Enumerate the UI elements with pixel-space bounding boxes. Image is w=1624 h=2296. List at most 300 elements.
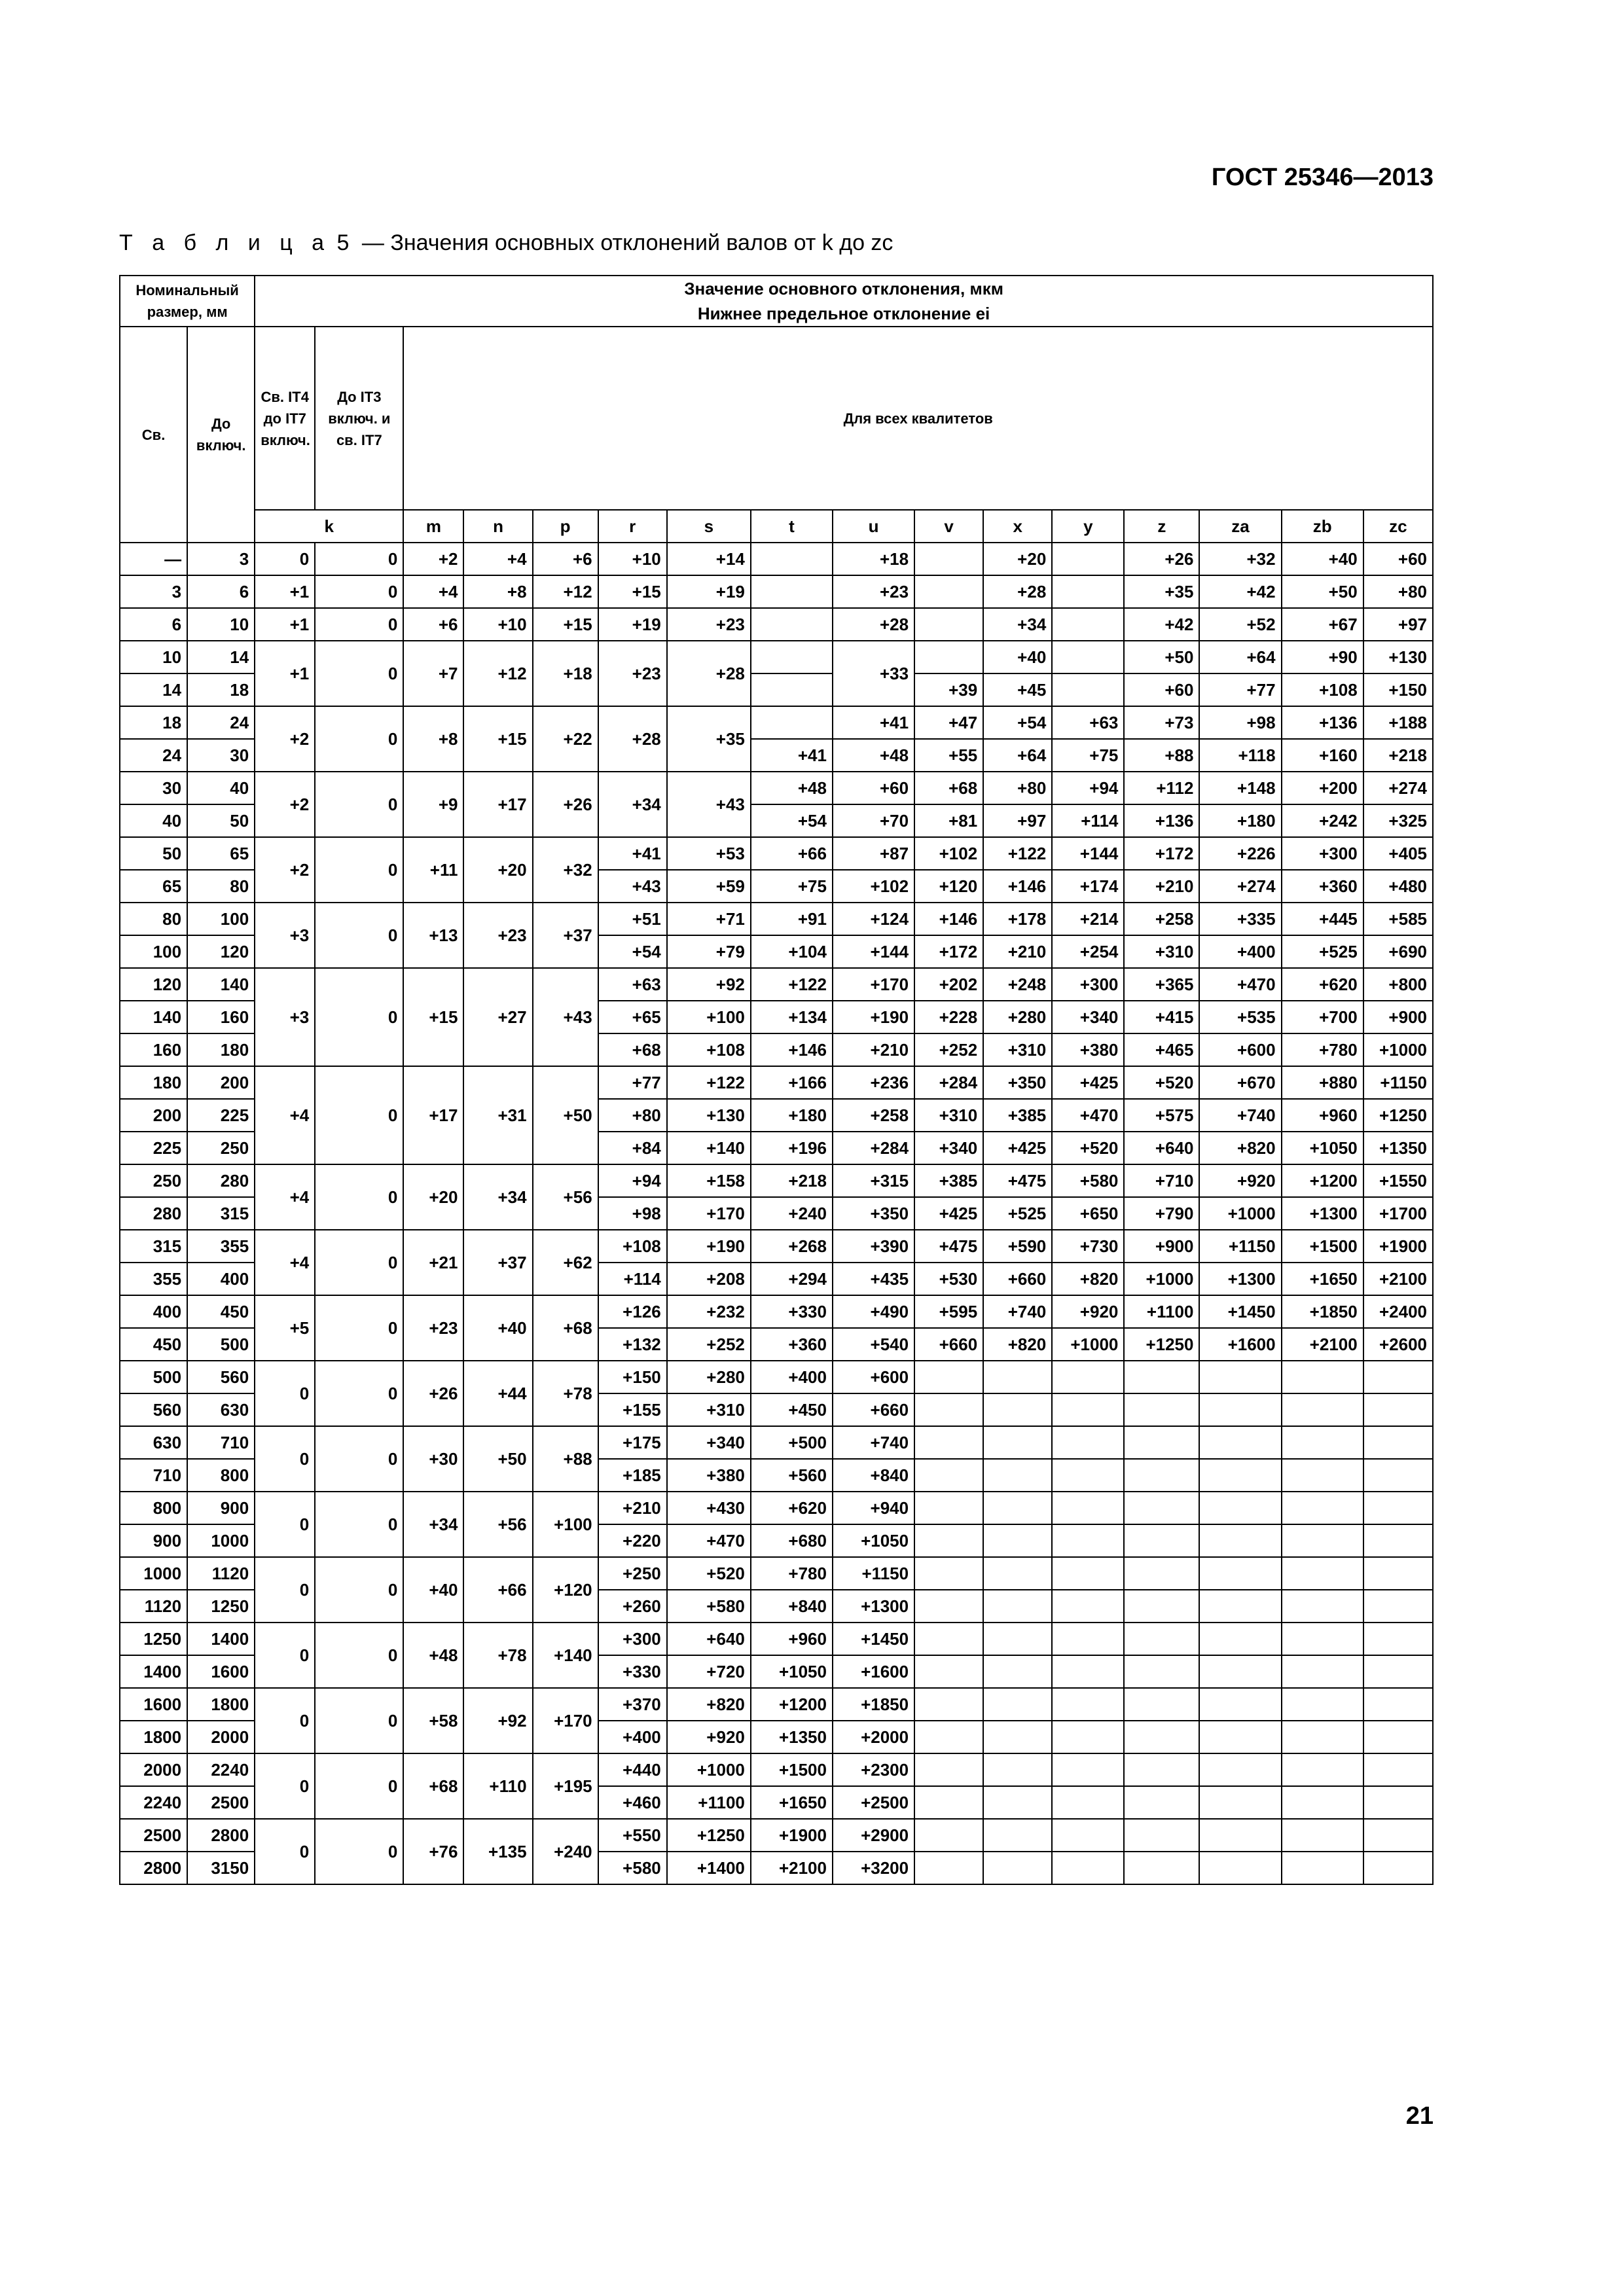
cell-zc: +2600 <box>1363 1328 1433 1361</box>
cell-v: +595 <box>914 1295 983 1328</box>
cell-x: +350 <box>983 1066 1052 1099</box>
cell-za: +535 <box>1199 1001 1281 1033</box>
cell-k1: 0 <box>255 1753 315 1819</box>
cell-s: +158 <box>667 1164 751 1197</box>
cell-x <box>983 1492 1052 1524</box>
cell-x: +97 <box>983 804 1052 837</box>
page-number: 21 <box>1405 2102 1434 2130</box>
cell-from: 160 <box>120 1033 187 1066</box>
cell-y <box>1052 1492 1124 1524</box>
cell-p: +26 <box>533 772 598 837</box>
cell-x <box>983 1623 1052 1655</box>
cell-zb <box>1282 1524 1363 1557</box>
cell-r: +98 <box>598 1197 667 1230</box>
cell-n: +40 <box>463 1295 532 1361</box>
cell-t: +680 <box>751 1524 833 1557</box>
cell-t: +1900 <box>751 1819 833 1852</box>
cell-t: +620 <box>751 1492 833 1524</box>
cell-m: +9 <box>403 772 463 837</box>
cell-to: 225 <box>187 1099 255 1132</box>
cell-za: +64 <box>1199 641 1281 673</box>
cell-u: +2000 <box>833 1721 914 1753</box>
cell-to: 50 <box>187 804 255 837</box>
cell-m: +15 <box>403 968 463 1066</box>
cell-v: +120 <box>914 870 983 903</box>
cell-v <box>914 1524 983 1557</box>
cell-m: +76 <box>403 1819 463 1884</box>
cell-to: 900 <box>187 1492 255 1524</box>
cell-s: +170 <box>667 1197 751 1230</box>
cell-s: +280 <box>667 1361 751 1393</box>
cell-z <box>1124 1623 1199 1655</box>
cell-k1: +3 <box>255 903 315 968</box>
cell-z: +575 <box>1124 1099 1199 1132</box>
cell-u: +87 <box>833 837 914 870</box>
cell-u: +48 <box>833 739 914 772</box>
cell-to: 355 <box>187 1230 255 1263</box>
cell-t: +360 <box>751 1328 833 1361</box>
table-row <box>120 837 1433 870</box>
cell-z <box>1124 1819 1199 1852</box>
cell-m: +6 <box>403 608 463 641</box>
cell-y <box>1052 608 1124 641</box>
cell-from: 1120 <box>120 1590 187 1623</box>
cell-u: +41 <box>833 706 914 739</box>
cell-v <box>914 1361 983 1393</box>
cell-zb: +1300 <box>1282 1197 1363 1230</box>
cell-v: +146 <box>914 903 983 935</box>
cell-u: +660 <box>833 1393 914 1426</box>
cell-from: 1000 <box>120 1557 187 1590</box>
cell-zb <box>1282 1590 1363 1623</box>
cell-zb: +445 <box>1282 903 1363 935</box>
cell-za: +52 <box>1199 608 1281 641</box>
cell-u: +315 <box>833 1164 914 1197</box>
cell-z: +172 <box>1124 837 1199 870</box>
cell-to: 630 <box>187 1393 255 1426</box>
cell-zc <box>1363 1361 1433 1393</box>
cell-to: 100 <box>187 903 255 935</box>
cell-z <box>1124 1655 1199 1688</box>
cell-s: +71 <box>667 903 751 935</box>
cell-m: +48 <box>403 1623 463 1688</box>
letter-header-s: s <box>667 510 751 543</box>
cell-u: +1450 <box>833 1623 914 1655</box>
cell-k1: +2 <box>255 706 315 772</box>
cell-to: 14 <box>187 641 255 673</box>
cell-s: +100 <box>667 1001 751 1033</box>
cell-zc: +1700 <box>1363 1197 1433 1230</box>
cell-v <box>914 1852 983 1884</box>
cell-v: +81 <box>914 804 983 837</box>
cell-z: +310 <box>1124 935 1199 968</box>
cell-r: +41 <box>598 837 667 870</box>
cell-n: +17 <box>463 772 532 837</box>
cell-p: +6 <box>533 543 598 575</box>
cell-zb: +620 <box>1282 968 1363 1001</box>
cell-zc: +150 <box>1363 673 1433 706</box>
cell-za: +1000 <box>1199 1197 1281 1230</box>
cell-u: +940 <box>833 1492 914 1524</box>
cell-p: +240 <box>533 1819 598 1884</box>
cell-to: 3150 <box>187 1852 255 1884</box>
cell-from: 355 <box>120 1263 187 1295</box>
cell-to: 140 <box>187 968 255 1001</box>
cell-zc <box>1363 1819 1433 1852</box>
letter-header-zb: zb <box>1282 510 1363 543</box>
table-caption <box>119 230 893 256</box>
letter-header-x: x <box>983 510 1052 543</box>
cell-z <box>1124 1492 1199 1524</box>
cell-from: 1800 <box>120 1721 187 1753</box>
cell-t: +146 <box>751 1033 833 1066</box>
cell-zb <box>1282 1688 1363 1721</box>
cell-zc: +690 <box>1363 935 1433 968</box>
cell-y <box>1052 1590 1124 1623</box>
cell-v: +102 <box>914 837 983 870</box>
cell-r: +23 <box>598 641 667 706</box>
cell-n: +110 <box>463 1753 532 1819</box>
cell-y <box>1052 1753 1124 1786</box>
cell-n: +15 <box>463 706 532 772</box>
cell-u: +102 <box>833 870 914 903</box>
cell-k1: +5 <box>255 1295 315 1361</box>
cell-r: +77 <box>598 1066 667 1099</box>
cell-r: +370 <box>598 1688 667 1721</box>
cell-z: +640 <box>1124 1132 1199 1164</box>
cell-s: +1000 <box>667 1753 751 1786</box>
cell-t: +196 <box>751 1132 833 1164</box>
cell-y: +340 <box>1052 1001 1124 1033</box>
cell-t: +104 <box>751 935 833 968</box>
cell-t <box>751 608 833 641</box>
cell-z: +1000 <box>1124 1263 1199 1295</box>
cell-zc <box>1363 1557 1433 1590</box>
cell-za <box>1199 1590 1281 1623</box>
caption-prefix: Т а б л и ц а <box>119 230 331 255</box>
cell-zb: +1200 <box>1282 1164 1363 1197</box>
cell-to: 1400 <box>187 1623 255 1655</box>
cell-p: +195 <box>533 1753 598 1819</box>
cell-u: +390 <box>833 1230 914 1263</box>
cell-v: +530 <box>914 1263 983 1295</box>
cell-z <box>1124 1786 1199 1819</box>
cell-k1: +2 <box>255 837 315 903</box>
cell-s: +23 <box>667 608 751 641</box>
cell-t: +134 <box>751 1001 833 1033</box>
cell-from: 2000 <box>120 1753 187 1786</box>
cell-to: 800 <box>187 1459 255 1492</box>
cell-zc <box>1363 1655 1433 1688</box>
cell-from: 100 <box>120 935 187 968</box>
cell-x <box>983 1557 1052 1590</box>
letter-header-z: z <box>1124 510 1199 543</box>
cell-zb: +90 <box>1282 641 1363 673</box>
cell-u: +144 <box>833 935 914 968</box>
cell-za <box>1199 1688 1281 1721</box>
cell-s: +130 <box>667 1099 751 1132</box>
cell-r: +63 <box>598 968 667 1001</box>
cell-za: +335 <box>1199 903 1281 935</box>
cell-to: 2000 <box>187 1721 255 1753</box>
cell-x: +525 <box>983 1197 1052 1230</box>
cell-zc: +900 <box>1363 1001 1433 1033</box>
cell-x <box>983 1786 1052 1819</box>
cell-from: 6 <box>120 608 187 641</box>
cell-t: +2100 <box>751 1852 833 1884</box>
cell-r: +400 <box>598 1721 667 1753</box>
k-range-2-header: До IT3 включ. и св. IT7 <box>315 327 403 510</box>
cell-r: +132 <box>598 1328 667 1361</box>
cell-u: +600 <box>833 1361 914 1393</box>
letter-header-y: y <box>1052 510 1124 543</box>
cell-from: 2240 <box>120 1786 187 1819</box>
table-row <box>120 1623 1433 1655</box>
cell-p: +37 <box>533 903 598 968</box>
cell-zb: +1850 <box>1282 1295 1363 1328</box>
cell-k1: +4 <box>255 1164 315 1230</box>
cell-zc: +60 <box>1363 543 1433 575</box>
cell-r: +220 <box>598 1524 667 1557</box>
cell-u: +33 <box>833 641 914 706</box>
cell-to: 18 <box>187 673 255 706</box>
table-row <box>120 1753 1433 1786</box>
cell-y <box>1052 1688 1124 1721</box>
cell-x: +475 <box>983 1164 1052 1197</box>
cell-s: +820 <box>667 1688 751 1721</box>
cell-r: +10 <box>598 543 667 575</box>
cell-p: +120 <box>533 1557 598 1623</box>
cell-zc <box>1363 1852 1433 1884</box>
cell-y <box>1052 575 1124 608</box>
cell-t: +122 <box>751 968 833 1001</box>
cell-s: +470 <box>667 1524 751 1557</box>
cell-from: 200 <box>120 1099 187 1132</box>
cell-r: +94 <box>598 1164 667 1197</box>
cell-u: +840 <box>833 1459 914 1492</box>
cell-n: +12 <box>463 641 532 706</box>
cell-x <box>983 1361 1052 1393</box>
cell-m: +17 <box>403 1066 463 1164</box>
cell-n: +27 <box>463 968 532 1066</box>
cell-za: +1300 <box>1199 1263 1281 1295</box>
cell-t <box>751 641 833 673</box>
cell-from: 400 <box>120 1295 187 1328</box>
cell-r: +19 <box>598 608 667 641</box>
cell-za: +1600 <box>1199 1328 1281 1361</box>
cell-s: +520 <box>667 1557 751 1590</box>
cell-from: 2500 <box>120 1819 187 1852</box>
cell-zb: +108 <box>1282 673 1363 706</box>
cell-v <box>914 1688 983 1721</box>
cell-p: +32 <box>533 837 598 903</box>
cell-u: +1600 <box>833 1655 914 1688</box>
cell-k1: +4 <box>255 1230 315 1295</box>
cell-r: +175 <box>598 1426 667 1459</box>
table-row <box>120 608 1433 641</box>
cell-y <box>1052 1786 1124 1819</box>
cell-z: +60 <box>1124 673 1199 706</box>
cell-x: +385 <box>983 1099 1052 1132</box>
cell-za <box>1199 1492 1281 1524</box>
cell-za: +226 <box>1199 837 1281 870</box>
cell-r: +54 <box>598 935 667 968</box>
cell-p: +68 <box>533 1295 598 1361</box>
cell-x <box>983 1393 1052 1426</box>
cell-v: +310 <box>914 1099 983 1132</box>
cell-t: +54 <box>751 804 833 837</box>
cell-zb <box>1282 1623 1363 1655</box>
cell-x <box>983 1753 1052 1786</box>
cell-to: 315 <box>187 1197 255 1230</box>
cell-z <box>1124 1426 1199 1459</box>
cell-r: +126 <box>598 1295 667 1328</box>
cell-v: +55 <box>914 739 983 772</box>
cell-n: +34 <box>463 1164 532 1230</box>
cell-z: +258 <box>1124 903 1199 935</box>
cell-za <box>1199 1524 1281 1557</box>
cell-v: +252 <box>914 1033 983 1066</box>
cell-to: 2800 <box>187 1819 255 1852</box>
cell-z: +73 <box>1124 706 1199 739</box>
cell-n: +23 <box>463 903 532 968</box>
cell-zc <box>1363 1753 1433 1786</box>
table-row <box>120 706 1433 739</box>
cell-zc: +405 <box>1363 837 1433 870</box>
cell-k1: 0 <box>255 1819 315 1884</box>
cell-t: +560 <box>751 1459 833 1492</box>
cell-s: +310 <box>667 1393 751 1426</box>
cell-u: +170 <box>833 968 914 1001</box>
letter-header-p: p <box>533 510 598 543</box>
cell-y: +300 <box>1052 968 1124 1001</box>
table-row <box>120 1066 1433 1099</box>
cell-r: +260 <box>598 1590 667 1623</box>
cell-za: +32 <box>1199 543 1281 575</box>
cell-t: +780 <box>751 1557 833 1590</box>
cell-zb <box>1282 1655 1363 1688</box>
cell-y: +820 <box>1052 1263 1124 1295</box>
cell-y: +470 <box>1052 1099 1124 1132</box>
cell-v: +660 <box>914 1328 983 1361</box>
cell-x: +80 <box>983 772 1052 804</box>
cell-k2: 0 <box>315 608 403 641</box>
cell-m: +11 <box>403 837 463 903</box>
cell-v: +202 <box>914 968 983 1001</box>
cell-to: 1120 <box>187 1557 255 1590</box>
table-row <box>120 1492 1433 1524</box>
cell-to: 80 <box>187 870 255 903</box>
letter-header-r: r <box>598 510 667 543</box>
cell-za <box>1199 1852 1281 1884</box>
letter-header-za: za <box>1199 510 1281 543</box>
cell-v: +425 <box>914 1197 983 1230</box>
cell-zb: +780 <box>1282 1033 1363 1066</box>
cell-r: +580 <box>598 1852 667 1884</box>
cell-n: +78 <box>463 1623 532 1688</box>
cell-v <box>914 608 983 641</box>
table-row <box>120 543 1433 575</box>
cell-p: +78 <box>533 1361 598 1426</box>
cell-k2: 0 <box>315 1164 403 1230</box>
table-row <box>120 1426 1433 1459</box>
deviation-title: Значение основного отклонения, мкм <box>684 279 1003 298</box>
cell-x <box>983 1819 1052 1852</box>
cell-zb <box>1282 1393 1363 1426</box>
cell-to: 30 <box>187 739 255 772</box>
cell-p: +18 <box>533 641 598 706</box>
cell-x: +34 <box>983 608 1052 641</box>
cell-from: 50 <box>120 837 187 870</box>
cell-y <box>1052 1721 1124 1753</box>
cell-s: +1250 <box>667 1819 751 1852</box>
cell-k2: 0 <box>315 837 403 903</box>
cell-s: +640 <box>667 1623 751 1655</box>
cell-m: +68 <box>403 1753 463 1819</box>
cell-r: +150 <box>598 1361 667 1393</box>
cell-r: +28 <box>598 706 667 772</box>
cell-v: +68 <box>914 772 983 804</box>
cell-zc <box>1363 1590 1433 1623</box>
cell-t: +41 <box>751 739 833 772</box>
cell-z: +790 <box>1124 1197 1199 1230</box>
cell-z: +465 <box>1124 1033 1199 1066</box>
all-grades-header: Для всех квалитетов <box>403 327 1433 510</box>
cell-x: +820 <box>983 1328 1052 1361</box>
cell-t: +400 <box>751 1361 833 1393</box>
cell-z: +415 <box>1124 1001 1199 1033</box>
cell-u: +2900 <box>833 1819 914 1852</box>
cell-za: +118 <box>1199 739 1281 772</box>
cell-z <box>1124 1688 1199 1721</box>
cell-y <box>1052 543 1124 575</box>
cell-m: +30 <box>403 1426 463 1492</box>
cell-x: +248 <box>983 968 1052 1001</box>
cell-y <box>1052 1361 1124 1393</box>
cell-p: +170 <box>533 1688 598 1753</box>
cell-from: 80 <box>120 903 187 935</box>
cell-z: +136 <box>1124 804 1199 837</box>
letter-header-n: n <box>463 510 532 543</box>
cell-zb: +700 <box>1282 1001 1363 1033</box>
cell-k2: 0 <box>315 1753 403 1819</box>
cell-y <box>1052 1655 1124 1688</box>
cell-zc <box>1363 1393 1433 1426</box>
cell-n: +92 <box>463 1688 532 1753</box>
cell-r: +15 <box>598 575 667 608</box>
cell-n: +10 <box>463 608 532 641</box>
cell-y: +94 <box>1052 772 1124 804</box>
cell-x: +28 <box>983 575 1052 608</box>
cell-to: 400 <box>187 1263 255 1295</box>
cell-k2: 0 <box>315 1295 403 1361</box>
cell-m: +26 <box>403 1361 463 1426</box>
cell-za <box>1199 1623 1281 1655</box>
cell-to: 1800 <box>187 1688 255 1721</box>
cell-v <box>914 543 983 575</box>
cell-s: +43 <box>667 772 751 837</box>
cell-y: +520 <box>1052 1132 1124 1164</box>
cell-to: 250 <box>187 1132 255 1164</box>
table-row <box>120 968 1433 1001</box>
cell-zc: +97 <box>1363 608 1433 641</box>
caption-number: 5 <box>336 230 356 255</box>
cell-x: +54 <box>983 706 1052 739</box>
cell-t: +1350 <box>751 1721 833 1753</box>
cell-to: 500 <box>187 1328 255 1361</box>
cell-t: +166 <box>751 1066 833 1099</box>
cell-p: +43 <box>533 968 598 1066</box>
